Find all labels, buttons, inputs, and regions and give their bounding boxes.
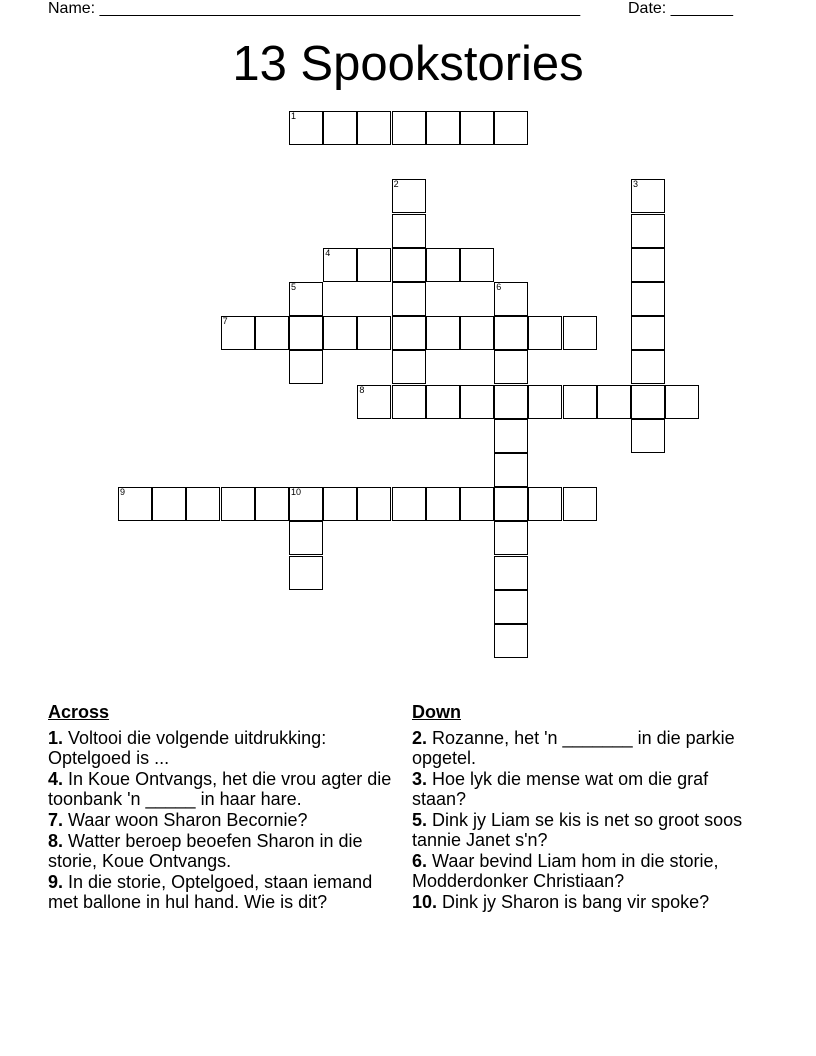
clue-text: Dink jy Liam se kis is net so groot soos tannie Janet s'n?: [412, 810, 743, 850]
grid-cell[interactable]: [528, 385, 562, 419]
grid-cell[interactable]: [426, 385, 460, 419]
grid-cell[interactable]: [221, 316, 255, 350]
grid-cell[interactable]: [665, 385, 699, 419]
grid-cell[interactable]: [494, 350, 528, 384]
grid-cell[interactable]: [289, 350, 323, 384]
grid-cell[interactable]: [460, 111, 494, 145]
grid-cell[interactable]: [392, 350, 426, 384]
clue-number: 2: [393, 179, 399, 190]
grid-cell[interactable]: [289, 487, 323, 521]
grid-cell[interactable]: [255, 316, 289, 350]
grid-cell[interactable]: [426, 248, 460, 282]
clue-number: 1: [291, 111, 297, 121]
grid-cell[interactable]: [323, 111, 357, 145]
grid-cell[interactable]: [426, 111, 460, 145]
grid-cell[interactable]: [118, 487, 152, 521]
clue-text: Waar woon Sharon Becornie?: [63, 810, 308, 830]
grid-cell[interactable]: [631, 282, 665, 316]
clue-number: 5.: [412, 810, 428, 830]
clue-item: [48, 769, 404, 809]
clue-text: Rozanne, het 'n _______ in die parkie opgetel.: [412, 728, 735, 768]
grid-cell[interactable]: [494, 419, 528, 453]
grid-cell[interactable]: [289, 111, 323, 145]
grid-cell[interactable]: [494, 521, 528, 555]
clue-item: [48, 831, 404, 871]
down-clues: [412, 702, 762, 913]
clue-item: [412, 769, 762, 809]
clue-item: [48, 872, 404, 912]
grid-cell[interactable]: [323, 487, 357, 521]
grid-cell[interactable]: [255, 487, 289, 521]
clue-number: 7: [222, 316, 228, 327]
grid-cell[interactable]: [392, 111, 426, 145]
grid-cell[interactable]: [494, 111, 528, 145]
down-clue-list: [412, 728, 762, 912]
grid-cell[interactable]: [631, 316, 665, 350]
clue-text: Hoe lyk die mense wat om die graf staan?: [412, 769, 709, 809]
clue-text: In die storie, Optelgoed, staan iemand met ballone in hul hand. Wie is dit?: [48, 872, 373, 912]
grid-cell[interactable]: [460, 487, 494, 521]
clue-number: 10.: [412, 892, 438, 912]
grid-cell[interactable]: [494, 453, 528, 487]
grid-cell[interactable]: [494, 487, 528, 521]
clue-number: 6: [496, 282, 502, 292]
across-heading: Across: [48, 702, 110, 722]
grid-cell[interactable]: [392, 282, 426, 316]
clue-text: In Koue Ontvangs, het die vrou agter die toonbank 'n _____ in haar hare.: [48, 769, 392, 809]
grid-cell[interactable]: [221, 487, 255, 521]
clue-item: [412, 892, 762, 912]
grid-cell[interactable]: [494, 316, 528, 350]
grid-cell[interactable]: [392, 214, 426, 248]
grid-cell[interactable]: [426, 487, 460, 521]
grid-cell[interactable]: [460, 316, 494, 350]
clue-item: [412, 851, 762, 891]
grid-cell[interactable]: [426, 316, 460, 350]
clue-text: Dink jy Sharon is bang vir spoke?: [437, 892, 710, 912]
grid-cell[interactable]: [563, 385, 597, 419]
grid-cell[interactable]: [631, 385, 665, 419]
clue-number: 4.: [48, 769, 64, 789]
grid-cell[interactable]: [152, 487, 186, 521]
grid-cell[interactable]: [392, 487, 426, 521]
across-clue-list: [48, 728, 404, 912]
clue-number: 9.: [48, 872, 64, 892]
clue-number: 7.: [48, 810, 64, 830]
clue-number: 6.: [412, 851, 428, 871]
grid-cell[interactable]: [563, 316, 597, 350]
grid-cell[interactable]: [494, 590, 528, 624]
grid-cell[interactable]: [528, 487, 562, 521]
grid-cell[interactable]: [357, 248, 391, 282]
grid-cell[interactable]: [460, 248, 494, 282]
clue-number: 8.: [48, 831, 64, 851]
grid-cell[interactable]: [494, 624, 528, 658]
grid-cell[interactable]: [323, 316, 357, 350]
grid-cell[interactable]: [494, 556, 528, 590]
grid-cell[interactable]: [392, 248, 426, 282]
clue-number: 5: [291, 282, 297, 292]
clue-number: 3: [633, 179, 639, 190]
grid-cell[interactable]: [289, 521, 323, 555]
date-field[interactable]: Date: _______: [628, 0, 733, 17]
grid-cell[interactable]: [494, 385, 528, 419]
grid-cell[interactable]: [357, 385, 391, 419]
grid-cell[interactable]: [186, 487, 220, 521]
grid-cell[interactable]: [631, 214, 665, 248]
down-heading: Down: [412, 702, 461, 722]
grid-cell[interactable]: [392, 385, 426, 419]
clue-item: [48, 810, 404, 830]
grid-cell[interactable]: [631, 248, 665, 282]
name-field[interactable]: Name: ______________________________________________________: [48, 0, 581, 17]
clue-number: 4: [325, 247, 331, 258]
clue-number: 3.: [412, 769, 428, 789]
clue-number: 10: [291, 487, 302, 498]
clue-number: 9: [120, 487, 126, 498]
clue-item: [412, 728, 762, 768]
grid-cell[interactable]: [631, 179, 665, 213]
grid-cell[interactable]: [357, 487, 391, 521]
clue-text: Voltooi die volgende uitdrukking: Optelgoed is ...: [48, 728, 327, 768]
grid-cell[interactable]: [460, 385, 494, 419]
clue-item: [412, 810, 762, 850]
clue-number: 2.: [412, 728, 428, 748]
grid-cell[interactable]: [392, 316, 426, 350]
grid-cell[interactable]: [631, 419, 665, 453]
grid-cell[interactable]: [289, 282, 323, 316]
grid-cell[interactable]: [357, 111, 391, 145]
clue-text: Watter beroep beoefen Sharon in die storie, Koue Ontvangs.: [48, 831, 363, 871]
grid-cell[interactable]: [289, 316, 323, 350]
page-title: 13 Spookstories: [232, 37, 584, 91]
grid-cell[interactable]: [494, 282, 528, 316]
grid-cell[interactable]: [392, 179, 426, 213]
grid-cell[interactable]: [631, 350, 665, 384]
grid-cell[interactable]: [357, 316, 391, 350]
clue-item: [48, 728, 404, 768]
across-clues: [48, 702, 404, 913]
clue-number: 8: [359, 384, 365, 395]
grid-cell[interactable]: [528, 316, 562, 350]
grid-cell[interactable]: [289, 556, 323, 590]
clue-number: 1.: [48, 728, 64, 748]
clue-text: Waar bevind Liam hom in die storie, Modderdonker Christiaan?: [412, 851, 719, 891]
grid-cell[interactable]: [597, 385, 631, 419]
grid-cell[interactable]: [563, 487, 597, 521]
grid-cell[interactable]: [323, 248, 357, 282]
